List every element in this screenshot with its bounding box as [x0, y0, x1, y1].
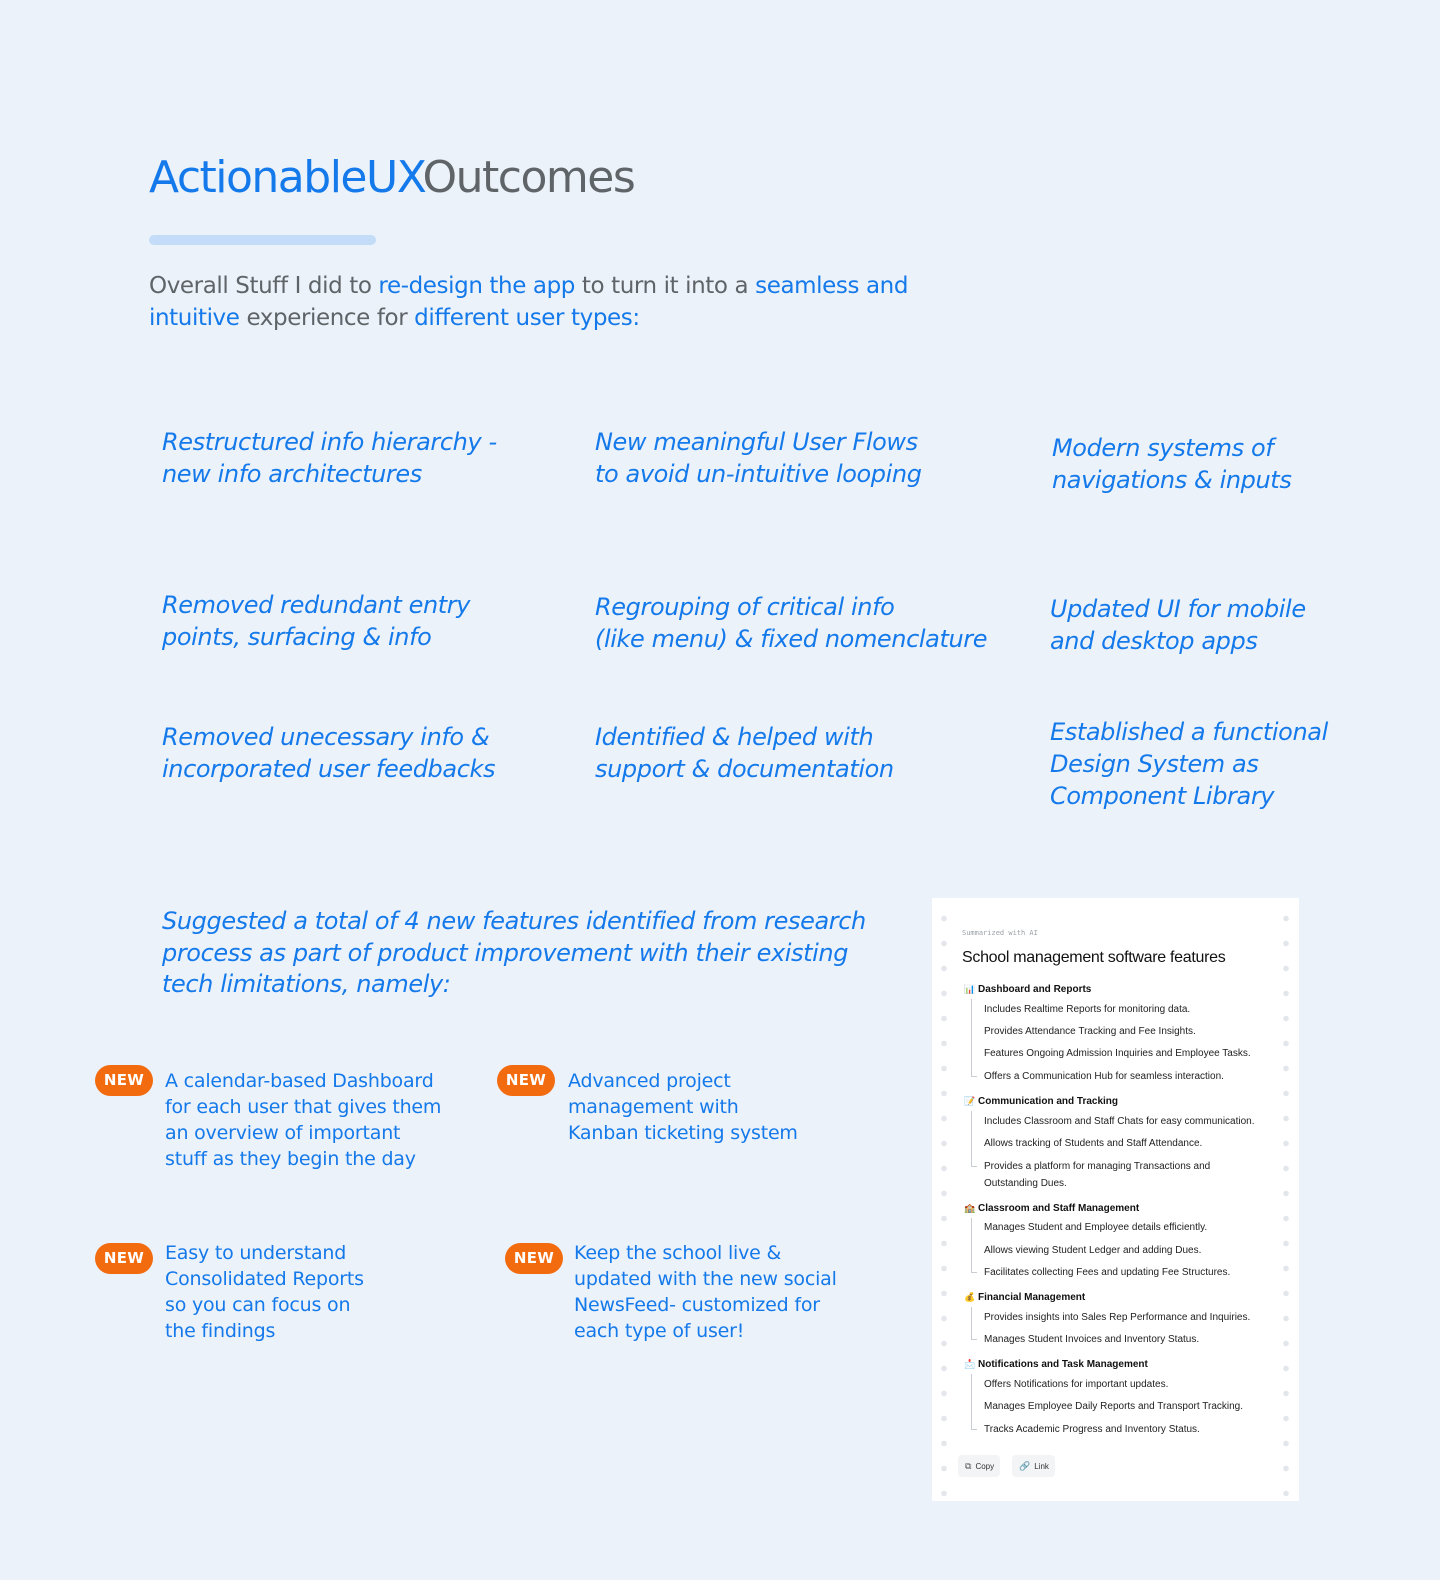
link-button[interactable] [1012, 1455, 1055, 1477]
intro-text: : [632, 305, 640, 331]
section-line [971, 1307, 972, 1340]
section-heading-label: Communication and Tracking [978, 1096, 1119, 1107]
section-heading [964, 1096, 1118, 1107]
section-heading [964, 984, 1091, 995]
section-item: Provides insights into Sales Rep Performance and Inquiries. [984, 1312, 1251, 1323]
section-heading-label: Classroom and Staff Management [978, 1203, 1140, 1214]
outcome-item: Modern systems of navigations & inputs [1052, 434, 1292, 494]
feature-text: A calendar-based Dashboard for each user that gives them an overview of important stuff as they begin the day [165, 1070, 442, 1170]
section-heading [964, 1359, 1148, 1370]
section-item: Manages Employee Daily Reports and Transport Tracking. [984, 1401, 1244, 1412]
section-item: Manages Student Invoices and Inventory Status. [984, 1334, 1200, 1345]
card-title: School management software features [962, 949, 1226, 966]
section-heading [964, 1203, 1139, 1214]
title-part-1: ActionableUX [149, 152, 423, 203]
section-item: Allows tracking of Students and Staff Attendance. [984, 1138, 1203, 1149]
intro-paragraph [149, 270, 949, 334]
new-badge: NEW [95, 1065, 153, 1096]
feature-text: Advanced project management with Kanban ticketing system [568, 1070, 798, 1144]
intro-text: Overall Stuff I did to [149, 273, 379, 299]
section-item: Allows viewing Student Ledger and adding Dues. [984, 1245, 1202, 1256]
section-heading-label: Notifications and Task Management [978, 1359, 1148, 1370]
dot-border [1283, 906, 1289, 1496]
section-tick [971, 1272, 977, 1273]
copy-button[interactable] [958, 1455, 1000, 1477]
section-item: Provides Attendance Tracking and Fee Insights. [984, 1026, 1196, 1037]
section-line [971, 1374, 972, 1430]
section-tick [971, 1076, 977, 1077]
outcome-item: New meaningful User Flows to avoid un-intuitive looping [595, 428, 922, 488]
section-line [971, 1111, 972, 1167]
section-item: Features Ongoing Admission Inquiries and Employee Tasks. [984, 1048, 1251, 1059]
intro-highlight: seamless and intuitive [149, 273, 909, 331]
feature-text: Keep the school live & updated with the new social NewsFeed- customized for each type of user! [574, 1242, 837, 1342]
section-item: Facilitates collecting Fees and updating Fee Structures. [984, 1267, 1231, 1278]
intro-text: experience for [239, 305, 415, 331]
outcome-item: Updated UI for mobile and desktop apps [1050, 595, 1306, 655]
outcome-item: Regrouping of critical info (like menu) & fixed nomenclature [595, 593, 988, 653]
new-badge: NEW [505, 1243, 563, 1274]
outcome-item: Established a functional Design System as Component Library [1050, 718, 1328, 810]
suggested-features-intro: Suggested a total of 4 new features identified from research process as part of product improvement with their existing tech limitations, namely: [162, 907, 866, 998]
money-bag-icon: 💰 [964, 1292, 976, 1302]
memo-icon: 📝 [964, 1096, 976, 1106]
section-item: Includes Classroom and Staff Chats for easy communication. [984, 1116, 1255, 1127]
title-part-2: Outcomes [422, 152, 635, 203]
ai-summary-card [932, 898, 1299, 1501]
intro-text: to turn it into a [574, 273, 756, 299]
section-line [971, 1218, 972, 1273]
outcome-item: Removed unecessary info & incorporated user feedbacks [162, 723, 496, 783]
dot-border [941, 906, 947, 1496]
section-item: Manages Student and Employee details efficiently. [984, 1222, 1208, 1233]
section-item: Tracks Academic Progress and Inventory Status. [984, 1424, 1200, 1435]
copy-button-label: Copy [975, 1462, 995, 1471]
envelope-icon: 📩 [964, 1359, 976, 1369]
section-item: Offers Notifications for important updates. [984, 1379, 1169, 1390]
new-badge: NEW [497, 1065, 555, 1096]
link-icon: 🔗 [1019, 1461, 1031, 1471]
card-subtitle: Summarized with AI [962, 929, 1038, 937]
new-badge: NEW [95, 1243, 153, 1274]
section-item: Includes Realtime Reports for monitoring data. [984, 1004, 1191, 1015]
intro-highlight: re-design the app [378, 273, 575, 299]
copy-icon: ⧉ [965, 1461, 972, 1471]
title-underline [149, 235, 376, 245]
outcome-item: Identified & helped with support & documentation [595, 723, 894, 783]
school-icon: 🏫 [964, 1203, 976, 1213]
page-title [149, 152, 634, 203]
section-tick [971, 1429, 977, 1430]
link-button-label: Link [1034, 1462, 1049, 1471]
intro-highlight: different user types [414, 305, 633, 331]
outcome-item: Removed redundant entry points, surfacing & info [162, 591, 471, 651]
feature-text: Easy to understand Consolidated Reports so you can focus on the findings [165, 1242, 364, 1342]
section-heading-label: Financial Management [978, 1292, 1086, 1303]
outcome-item: Restructured info hierarchy - new info architectures [162, 428, 497, 488]
section-line [971, 999, 972, 1077]
section-tick [971, 1166, 977, 1167]
section-tick [971, 1339, 977, 1340]
section-heading-label: Dashboard and Reports [978, 984, 1092, 995]
section-item: Offers a Communication Hub for seamless interaction. [984, 1071, 1224, 1082]
chart-icon: 📊 [964, 984, 976, 994]
section-heading [964, 1292, 1085, 1303]
section-item: Provides a platform for managing Transactions and Outstanding Dues. [984, 1161, 1211, 1189]
